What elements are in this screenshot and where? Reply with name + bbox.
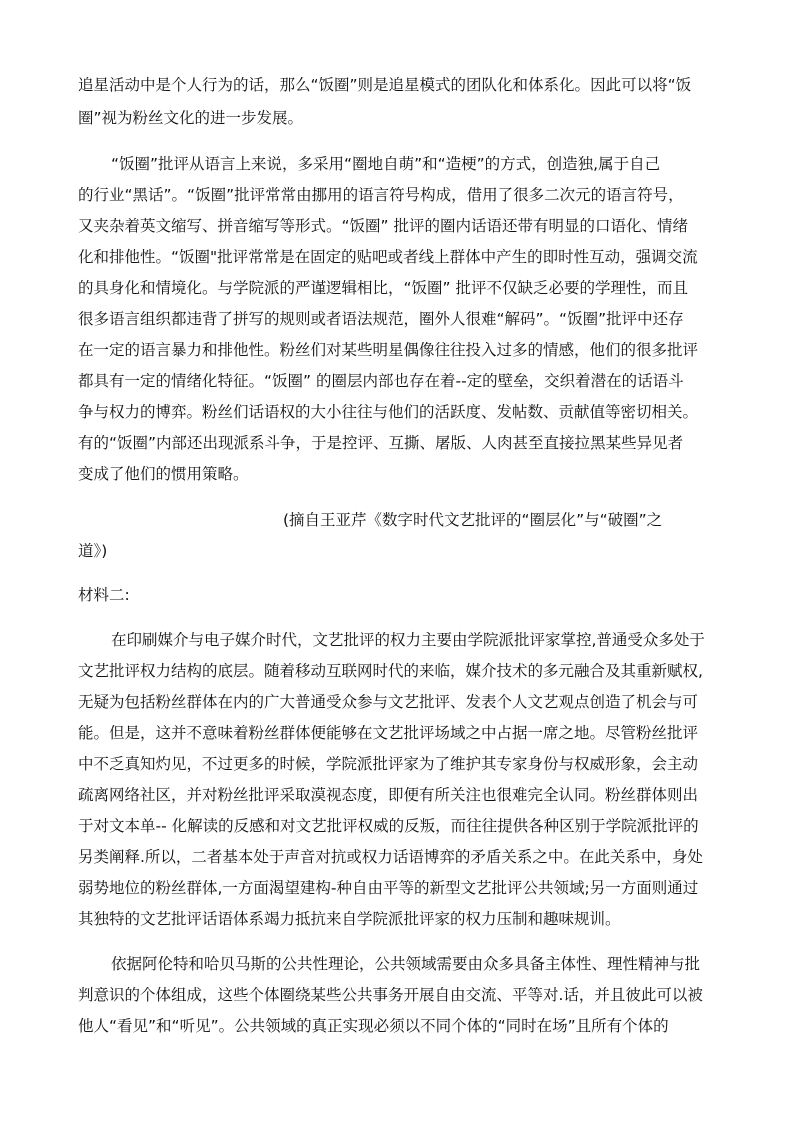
text-line-11: 争与权力的博弈。粉丝们话语权的大小往往与他们的活跃度、发帖数、贡献值等密切相关。 xyxy=(78,403,699,421)
text-line-6: 化和排他性。“饭圈"批评常常是在固定的贴吧或者线上群体中产生的即时性互动，强调交流 xyxy=(78,248,698,266)
text-line-3: “饭圈”批评从语言上来说，多采用“圈地自萌”和“造梗”的方式，创造独,属于自己 xyxy=(111,155,661,173)
text-line-12: 有的“饭圈”内部还出现派系斗争，于是控评、互撕、屠版、人肉甚至直接拉黑某些异见者 xyxy=(78,434,684,452)
text-line-13: 变成了他们的惯用策略。 xyxy=(78,465,249,483)
text-line-1: 追星活动中是个人行为的话，那么“饭圈”则是追星模式的团队化和体系化。因此可以将“饭 xyxy=(78,76,692,94)
text-line-9: 在一定的语言暴力和排他性。粉丝们对某些明星偶像往往投入过多的情感，他们的很多批评 xyxy=(78,341,699,359)
text-line-22: 疏离网络社区，并对粉丝批评采取漠视态度，即便有所关注也很难完全认同。粉丝群体则出 xyxy=(78,786,699,804)
text-line-17: 在印刷媒介与电子媒介时代，文艺批评的权力主要由学院派批评家掌控,普通受众多处于 xyxy=(111,631,705,649)
section-heading-material-two: 材料二: xyxy=(78,586,130,604)
text-line-8: 很多语言组织都违背了拼写的规则或者语法规范，圈外人很难“解码”。“饭圈”批评中还存 xyxy=(78,310,684,328)
text-line-5: 又夹杂着英文缩写、拼音缩写等形式。“饭圈” 批评的圈内话语还带有明显的口语化、情绪 xyxy=(78,217,688,235)
text-line-26: 其独特的文艺批评话语体系竭力抵抗来自学院派批评家的权力压制和趣味规训。 xyxy=(78,910,621,928)
text-line-18: 文艺批评权力结构的底层。随着移动互联网时代的来临，媒介技术的多元融合及其重新赋权, xyxy=(78,662,703,680)
text-line-24: 另类阐释.所以，二者基本处于声音对抗或权力话语博弈的矛盾关系之中。在此关系中，身处 xyxy=(78,848,703,866)
citation-line-2: 道》) xyxy=(78,542,108,560)
text-line-23: 于对文本单-- 化解读的反感和对文艺批评权威的反叛，而往往提供各种区别于学院派批评的 xyxy=(78,817,699,835)
text-line-19: 无疑为包括粉丝群体在内的广大普通受众参与文艺批评、发表个人文艺观点创造了机会与可 xyxy=(78,693,699,711)
text-line-4: 的行业“黑话”。“饭圈”批评常常由挪用的语言符号构成，借用了很多二次元的语言符号， xyxy=(78,186,684,204)
text-line-10: 都具有一定的情绪化特征。“饭圈” 的圈层内部也存在着--定的壁垒，交织着潜在的话语斗 xyxy=(78,372,684,390)
text-line-27: 依据阿伦特和哈贝马斯的公共性理论，公共领域需要由众多具备主体性、理性精神与批 xyxy=(111,955,701,973)
text-line-21: 中不乏真知灼见，不过更多的时候，学院派批评家为了维护其专家身份与权威形象，会主动 xyxy=(78,755,699,773)
text-line-2: 圈”视为粉丝文化的进一步发展。 xyxy=(78,109,304,127)
text-line-29: 他人“看见”和“听见”。公共领域的真正实现必须以不同个体的“同时在场”且所有个体的 xyxy=(78,1017,669,1035)
text-line-20: 能。但是，这并不意味着粉丝群体便能够在文艺批评场域之中占据一席之地。尽管粉丝批评 xyxy=(78,724,699,742)
text-line-7: 的具身化和情境化。与学院派的严谨逻辑相比，“饭圈” 批评不仅缺乏必要的学理性，而且 xyxy=(78,279,688,297)
citation-line-1: (摘自王亚芹《数字时代文艺批评的“圈层化”与“破圈”之 xyxy=(283,511,663,529)
text-line-25: 弱势地位的粉丝群体,一方面渴望建构-种自由平等的新型文艺批评公共领域;另一方面则通过 xyxy=(78,879,699,897)
text-line-28: 判意识的个体组成，这些个体圈绕某些公共事务开展自由交流、平等对.话，并且彼此可以被 xyxy=(78,986,703,1004)
